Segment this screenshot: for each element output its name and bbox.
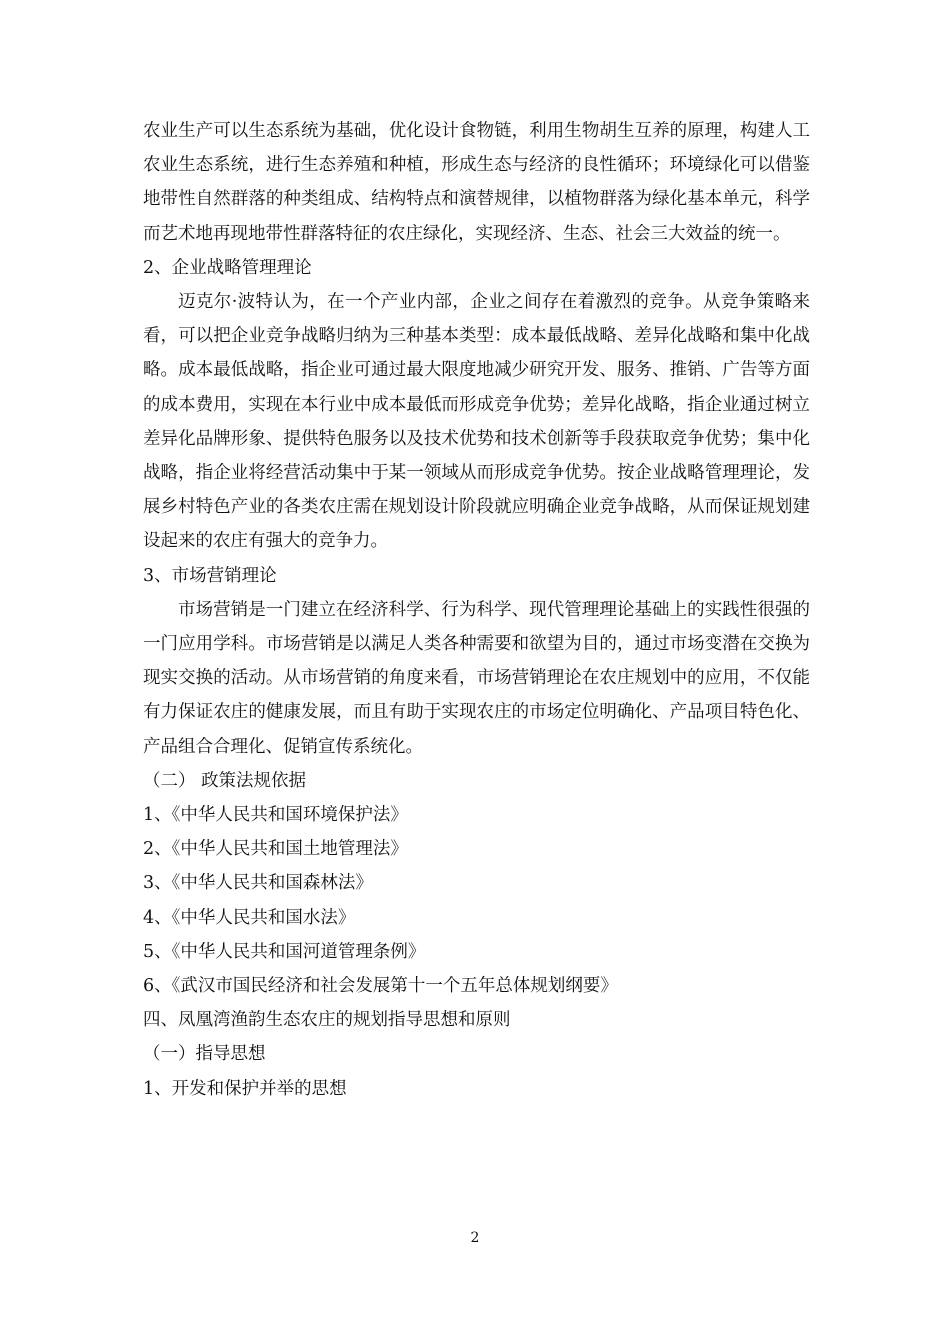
list-item-law-4: 4、《中华人民共和国水法》 (143, 907, 356, 928)
heading-marketing-theory: 3、市场营销理论 (143, 565, 277, 586)
heading-guiding-ideas: （一）指导思想 (143, 1044, 266, 1065)
paragraph-porter-strategy: 迈克尔·波特认为，在一个产业内部，企业之间存在着激烈的竞争。从竞争策略来看，可以把企业竞争战略归纳为三种基本类型：成本最低战略、差异化战略和集中化战略。成本最低战略，指企业可通过最大限度地减少研究开发、服务、推销、广告等方面的成本费用，实现在本行业中成本最低而形成竞争优势；差异化战略，指企业通过树立差异化品牌形象、提供特色服务以及技术优势和技术创新等手段获取竞争优势；集中化战略，指企业将经营活动集中于某一领域从而形成竞争优势。按企业战略管理理论，发展乡村特色产业的各类农庄需在规划设计阶段就应明确企业竞争战略，从而保证规划建设起来的农庄有强大的竞争力。 (143, 292, 810, 552)
paragraph-marketing: 市场营销是一门建立在经济科学、行为科学、现代管理理论基础上的实践性很强的一门应用学科。市场营销是以满足人类各种需要和欲望为目的，通过市场变潜在交换为现实交换的活动。从市场营销的角度来看，市场营销理论在农庄规划中的应用，不仅能有力保证农庄的健康发展，而且有助于实现农庄的市场定位明确化、产品项目特色化、产品组合合理化、促销宣传系统化。 (143, 599, 810, 757)
heading-section-four: 四、凤凰湾渔韵生态农庄的规划指导思想和原则 (143, 1010, 511, 1031)
list-item-law-3: 3、《中华人民共和国森林法》 (143, 873, 373, 894)
list-item-law-5: 5、《中华人民共和国河道管理条例》 (143, 941, 426, 962)
list-item-law-1: 1、《中华人民共和国环境保护法》 (143, 805, 408, 826)
list-item-law-6: 6、《武汉市国民经济和社会发展第十一个五年总体规划纲要》 (143, 976, 618, 997)
paragraph-eco-agriculture: 农业生产可以生态系统为基础，优化设计食物链，利用生物胡生互养的原理，构建人工农业生态系统，进行生态养殖和种植，形成生态与经济的良性循环；环境绿化可以借鉴地带性自然群落的种类组成、结构特点和演替规律，以植物群落为绿化基本单元，科学而艺术地再现地带性群落特征的农庄绿化，实现经济、生态、社会三大效益的统一。 (143, 121, 810, 244)
page-body (143, 114, 810, 1106)
heading-strategy-theory: 2、企业战略管理理论 (143, 257, 312, 278)
heading-development-protection: 1、开发和保护并举的思想 (143, 1078, 347, 1099)
heading-policy-basis: （二） 政策法规依据 (143, 770, 307, 791)
list-item-law-2: 2、《中华人民共和国土地管理法》 (143, 839, 408, 860)
page-number: 2 (470, 1230, 480, 1246)
